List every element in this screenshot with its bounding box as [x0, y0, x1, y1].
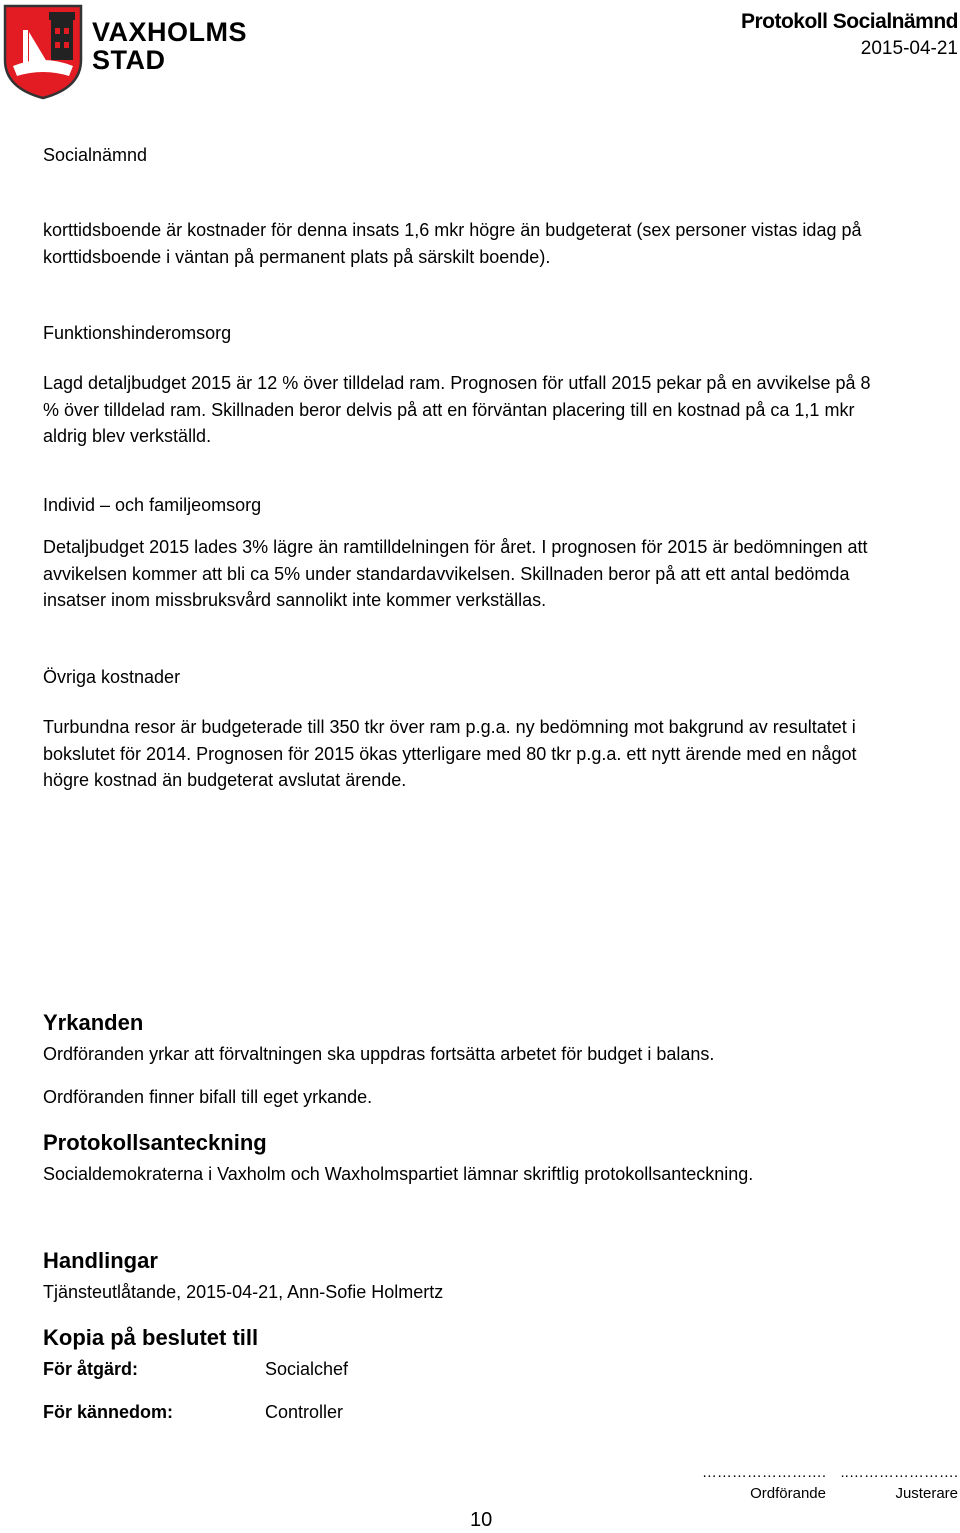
section-heading-funktionshinderomsorg: Funktionshinderomsorg — [43, 323, 232, 343]
protokollsanteckning-text: Socialdemokraterna i Vaxholm och Waxholmspartiet lämnar skriftlig protokollsanteckning. — [43, 1164, 754, 1184]
ovriga-line: bokslutet för 2014. Prognosen för 2015 ökas ytterligare med 80 tkr p.g.a. ett nytt ärende med en något — [43, 743, 857, 764]
funktion-line: % över tilldelad ram. Skillnaden beror delvis på att en förväntan placering till en kostnad på ca 1,1 mkr — [43, 399, 855, 420]
funktion-line: aldrig blev verkställd. — [43, 426, 212, 446]
heading-protokollsanteckning: Protokollsanteckning — [43, 1130, 267, 1155]
ifo-paragraph — [43, 534, 868, 614]
kopia-value-atgard: Socialchef — [265, 1359, 349, 1379]
ifo-line: Detaljbudget 2015 lades 3% lägre än ramtilldelningen för året. I prognosen för 2015 är bedömningen att — [43, 537, 868, 557]
funktion-line: Lagd detaljbudget 2015 är 12 % över tilldelad ram. Prognosen för utfall 2015 pekar på en avvikelse på 8 — [43, 373, 871, 393]
ovriga-line: Turbundna resor är budgeterade till 350 tkr över ram p.g.a. ny bedömning mot bakgrund av resultatet i — [43, 717, 856, 737]
intro-paragraph — [43, 217, 861, 270]
ifo-line: insatser inom missbruksvård sannolikt inte kommer verkställas. — [43, 590, 547, 610]
signature-line-chair: ……………………. — [701, 1464, 826, 1481]
section-heading-ovriga: Övriga kostnader — [43, 667, 181, 687]
section-heading-ifo: Individ – och familjeomsorg — [43, 495, 262, 515]
intro-line: korttidsboende i väntan på permanent plats på särskilt boende). — [43, 246, 551, 267]
signature-line-adjuster: ..…………………. — [840, 1464, 958, 1481]
heading-yrkanden: Yrkanden — [43, 1010, 144, 1035]
funktion-paragraph — [43, 370, 871, 450]
vaxholm-coat-of-arms-logo — [3, 4, 83, 100]
ovriga-paragraph — [43, 714, 857, 794]
logo-wordmark — [92, 18, 247, 74]
committee-name: Socialnämnd — [43, 145, 148, 165]
signature-label-adjuster: Justerare — [895, 1485, 958, 1502]
yrkanden-text-1: Ordföranden yrkar att förvaltningen ska uppdras fortsätta arbetet för budget i balans. — [43, 1044, 715, 1064]
kopia-label-atgard: För åtgärd: — [43, 1359, 139, 1379]
kopia-value-kannedom: Controller — [265, 1402, 344, 1422]
ovriga-line: högre kostnad än budgeterat avslutat ärende. — [43, 770, 407, 790]
intro-line: korttidsboende är kostnader för denna insats 1,6 mkr högre än budgeterat (sex personer vistas idag på — [43, 220, 862, 240]
document-title: Protokoll Socialnämnd — [740, 10, 958, 33]
document-date: 2015-04-21 — [860, 38, 958, 59]
logo-line-2: STAD — [92, 45, 166, 75]
signature-label-chair: Ordförande — [750, 1485, 826, 1502]
handlingar-text: Tjänsteutlåtande, 2015-04-21, Ann-Sofie Holmertz — [43, 1282, 444, 1302]
ifo-line: avvikelsen kommer att bli ca 5% under standardavvikelsen. Skillnaden beror på att ett antal bedömda — [43, 563, 850, 584]
logo-line-1: VAXHOLMS — [92, 17, 248, 47]
yrkanden-text-2: Ordföranden finner bifall till eget yrkande. — [43, 1087, 373, 1107]
heading-handlingar: Handlingar — [43, 1248, 158, 1273]
heading-kopia: Kopia på beslutet till — [43, 1325, 259, 1350]
kopia-label-kannedom: För kännedom: — [43, 1402, 174, 1422]
page-number: 10 — [470, 1509, 493, 1531]
